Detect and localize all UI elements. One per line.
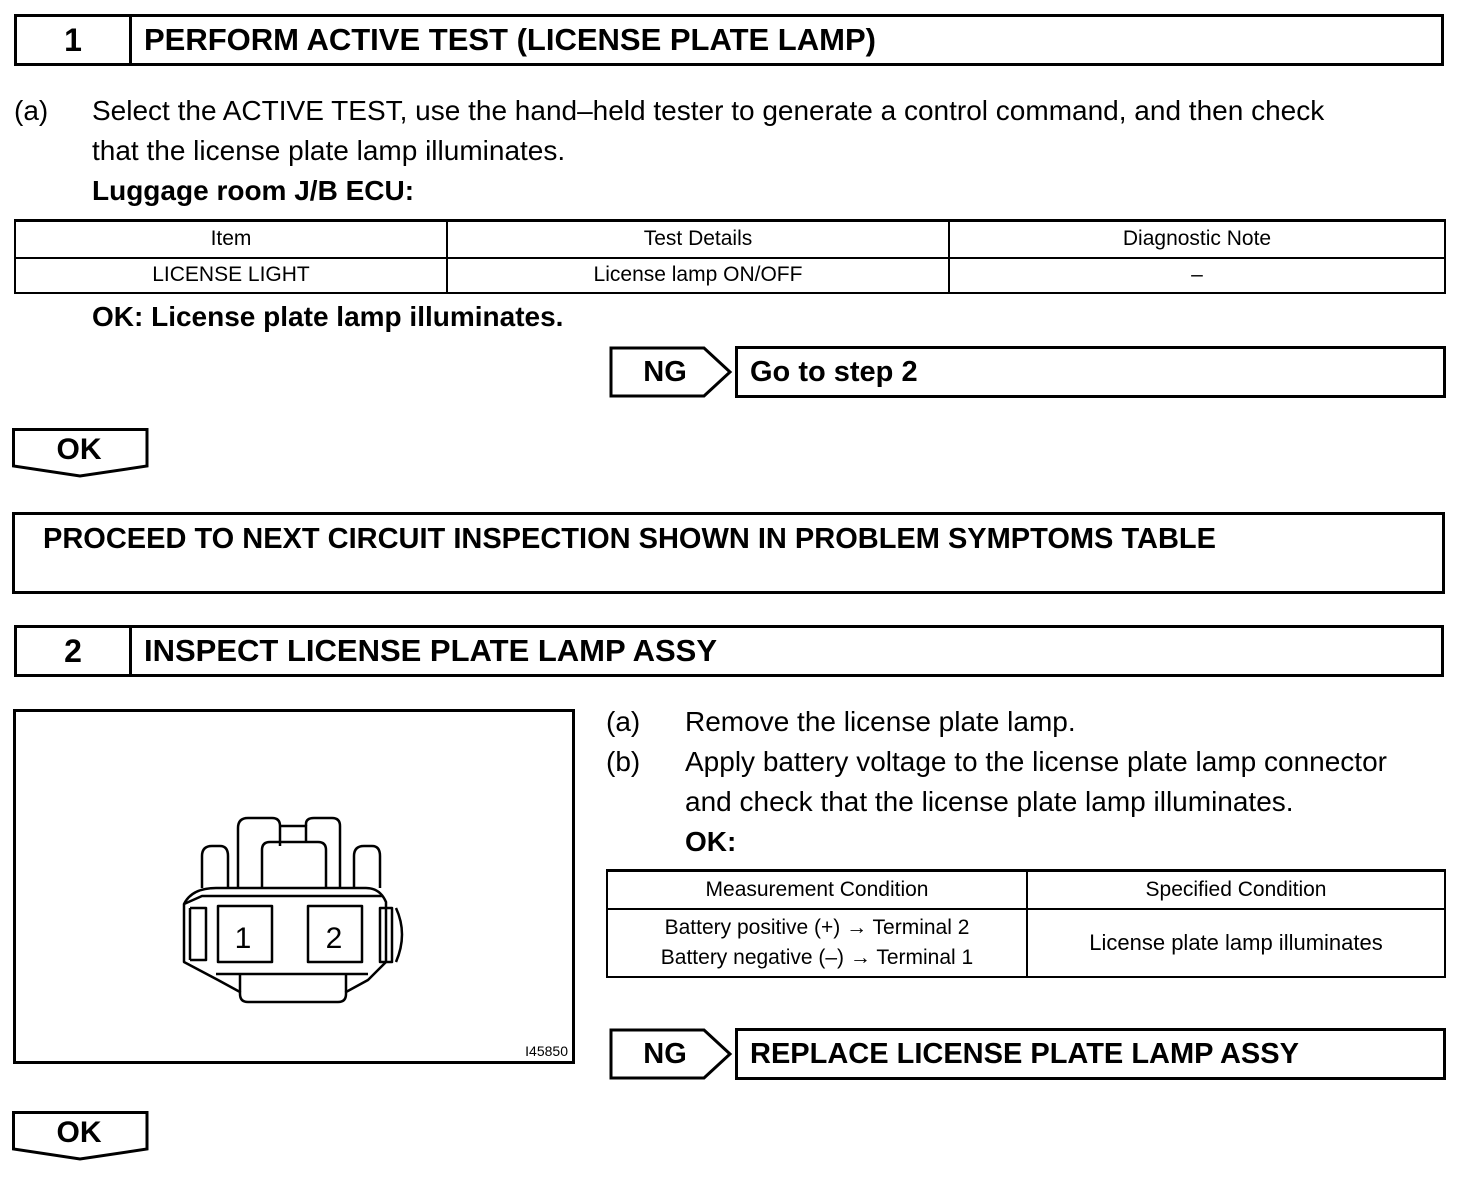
table-cell-diagnostic-note: – (949, 258, 1445, 293)
step2-item-b-label: (b) (606, 746, 641, 777)
step2-item-b-line1: Apply battery voltage to the license plate lamp connector (685, 746, 1387, 777)
step2-title: INSPECT LICENSE PLATE LAMP ASSY (144, 633, 718, 668)
step2-number: 2 (17, 628, 132, 674)
step1-ok-criteria: OK: License plate lamp illuminates. (92, 301, 564, 332)
table-row (15, 258, 1445, 293)
terminal-2-label: 2 (325, 922, 343, 955)
step1-ng-label: NG (643, 355, 687, 388)
step1-ok-tag (12, 428, 150, 478)
table-cell-specified-condition: License plate lamp illuminates (1027, 909, 1445, 977)
measurement-table (606, 869, 1446, 978)
terminal-1-label: 1 (234, 922, 252, 955)
table-cell-test-details: License lamp ON/OFF (447, 258, 949, 293)
table-header-specified-condition: Specified Condition (1027, 871, 1445, 909)
step1-ok-result: PROCEED TO NEXT CIRCUIT INSPECTION SHOWN IN PROBLEM SYMPTOMS TABLE (12, 512, 1445, 594)
step2-header (14, 625, 1444, 677)
step2-ng-label: NG (643, 1037, 687, 1070)
condition-line2: Battery negative (–) → Terminal 1 (660, 945, 974, 969)
step1-number: 1 (17, 17, 132, 63)
table-row (607, 909, 1445, 977)
connector-diagram (16, 712, 572, 1061)
step2-ng-result: REPLACE LICENSE PLATE LAMP ASSY (735, 1028, 1446, 1080)
step1-item-label: (a) (14, 95, 49, 126)
step1-ok-label: OK (56, 433, 102, 466)
step2-item-a-text: Remove the license plate lamp. (685, 706, 1076, 737)
step1-ng-result: Go to step 2 (735, 346, 1446, 398)
table-header-diagnostic-note: Diagnostic Note (949, 221, 1445, 258)
table-cell-item: LICENSE LIGHT (15, 258, 447, 293)
step1-ng-tag (609, 346, 733, 398)
step1-ecu-label: Luggage room J/B ECU: (92, 175, 415, 206)
active-test-table (14, 219, 1446, 294)
step2-ng-tag (609, 1028, 733, 1080)
table-header-test-details: Test Details (447, 221, 949, 258)
connector-figure (13, 709, 575, 1064)
step1-title: PERFORM ACTIVE TEST (LICENSE PLATE LAMP) (144, 22, 876, 57)
step2-ok-heading: OK: (685, 826, 737, 857)
figure-id: I45850 (525, 1043, 568, 1059)
step2-ok-label: OK (56, 1116, 102, 1149)
step2-item-b-line2: and check that the license plate lamp illuminates. (685, 786, 1294, 817)
condition-line1: Battery positive (+) → Terminal 2 (664, 915, 970, 939)
table-header-measurement-condition: Measurement Condition (607, 871, 1027, 909)
table-header-item: Item (15, 221, 447, 258)
step1-instruction-line2: that the license plate lamp illuminates. (92, 135, 566, 166)
step2-item-a-label: (a) (606, 706, 641, 737)
step1-header (14, 14, 1444, 66)
table-cell-measurement-condition (607, 909, 1027, 977)
step1-instruction-line1: Select the ACTIVE TEST, use the hand–held tester to generate a control command, and then check (92, 95, 1325, 126)
step2-ok-tag (12, 1111, 150, 1161)
